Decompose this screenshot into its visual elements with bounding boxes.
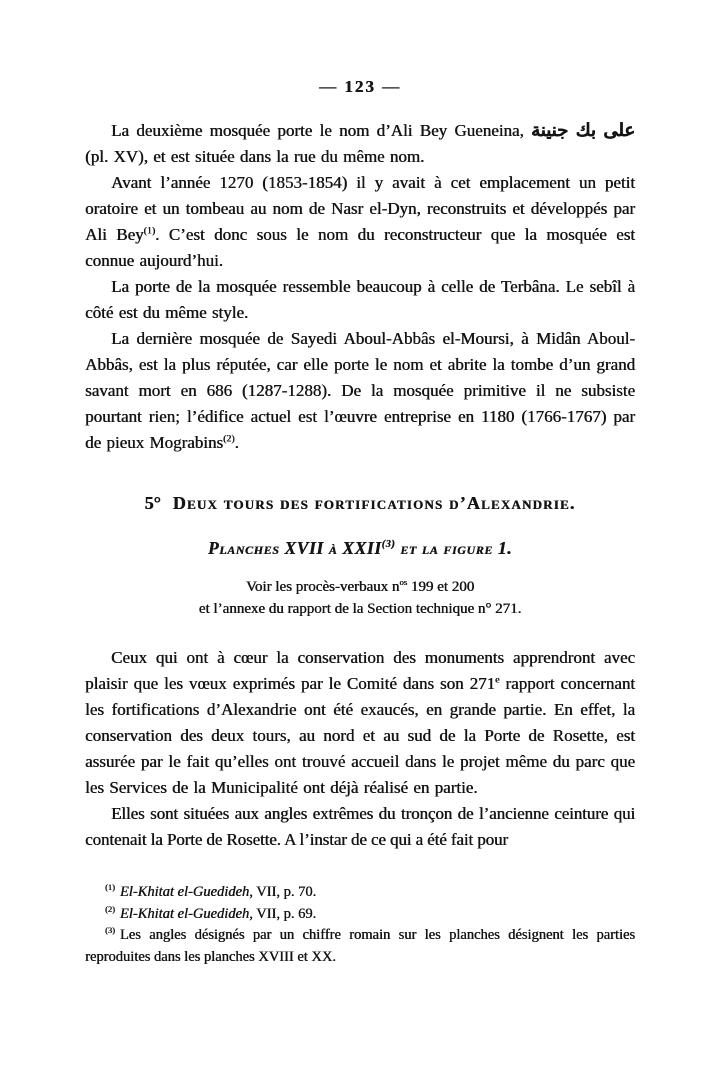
footnote-3 — [85, 925, 635, 968]
reference-note-line1: Voir les procès-verbaux $n^{os}$ 199 et 200 — [245, 577, 475, 595]
section-number: 5° — [144, 493, 161, 513]
text-block — [85, 74, 635, 968]
footnotes-section — [85, 882, 635, 968]
footnote-1-marker: (1) — [105, 883, 115, 893]
paragraph-mosquee-gueneina: La deuxième mosquée porte le nom d’Ali Bey Gueneina, على بك جنينة (pl. XV), et est située dans la rue du même nom. — [85, 120, 636, 166]
footnote-2-marker: (2) — [105, 904, 115, 914]
footnote-3-text: Les angles désignés par un chiffre romain sur les planches désignent les parties reproduites dans les planches XVIII et XX. — [85, 927, 635, 965]
paragraph-aboul-abbas: La dernière mosquée de Sayedi Aboul-Abbâs el-Moursi, à Midân Aboul-Abbâs, est la plus réputée, car elle porte le nom et abrite la tombe d’un grand savant mort en 686 (1287-1288). De la mosquée primitive il ne subsiste pourtant rien; l’édifice actuel est l’œuvre entreprise en 1180 (1766-1767) par de pieux Mograbins$^{(2)}$. — [85, 329, 635, 452]
plates-reference-line: Planches XVII à XXII$^{(3)}$ et la figure 1. — [207, 538, 513, 558]
paragraph-porte-terbana: La porte de la mosquée ressemble beaucoup à celle de Terbâna. Le sebîl à côté est du même style. — [85, 277, 635, 322]
paragraph-conservation-monuments: Ceux qui ont à cœur la conservation des monuments apprendront avec plaisir que les vœux exprimés par le Comité dans son 271e rapport concernant les fortifications d’Alexandrie ont été exaucés, en grande partie. En effet, la conservation des deux tours, au nord et au sud de la Porte de Rosette, est assurée par le fait qu’elles ont trouvé accueil dans le projet même du parc que les Services de la Municipalité ont déjà réalisé en partie. — [85, 648, 635, 797]
section-title: Deux tours des fortifications d’Alexandrie. — [172, 493, 576, 513]
footnote-1 — [85, 882, 635, 904]
footnote-3-marker: (3) — [105, 926, 115, 936]
paragraph-angles-extremes: Elles sont situées aux angles extrêmes du tronçon de l’ancienne ceinture qui contenait la Porte de Rosette. A l’instar de ce qui a été fait pour — [85, 804, 635, 849]
section-heading — [85, 490, 635, 516]
paragraph-oratoire-nasr-el-dyn: Avant l’année 1270 (1853-1854) il y avait à cet emplacement un petit oratoire et un tombeau au nom de Nasr el-Dyn, reconstruits et développés par Ali Bey$^{(1)}$. C’est donc sous le nom du reconstructeur que la mosquée est connue aujourd’hui. — [85, 173, 635, 270]
footnote-1-text: El-Khitat el-Guedideh, VII, p. 70. — [119, 884, 317, 900]
footnote-2-text: El-Khitat el-Guedideh, VII, p. 69. — [119, 905, 317, 922]
footnote-2 — [85, 904, 635, 926]
reference-note — [85, 576, 635, 620]
page-number: — 123 — — [319, 77, 401, 96]
reference-note-line2: et l’annexe du rapport de la Section technique n° 271. — [198, 601, 522, 617]
